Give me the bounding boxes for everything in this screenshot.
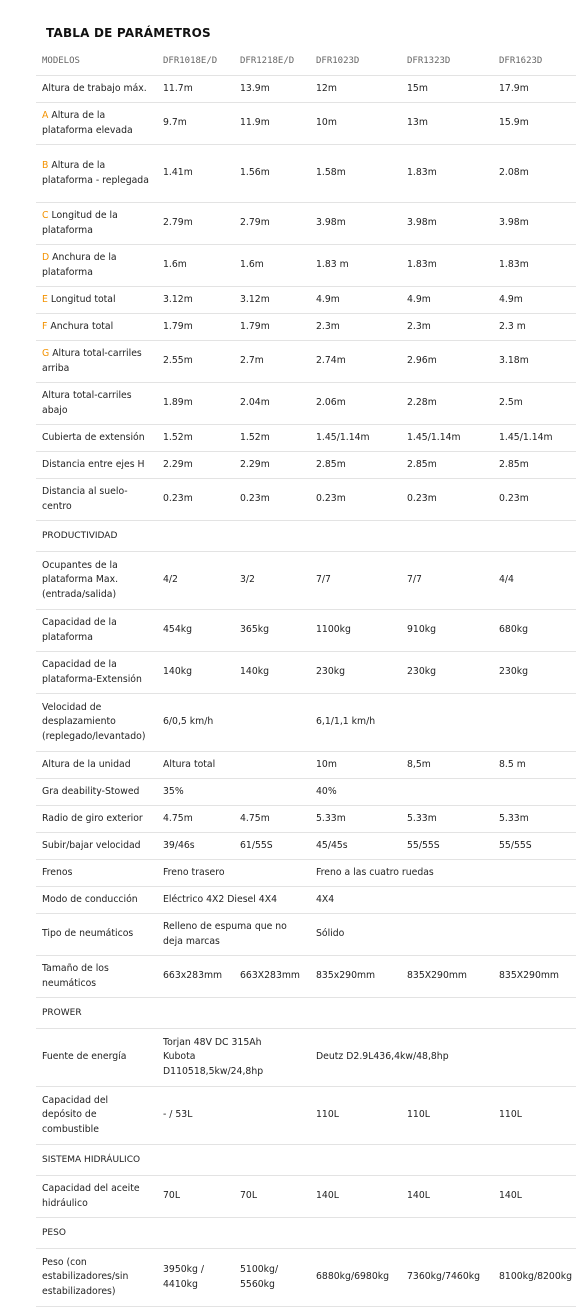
value-cell: 230kg (493, 652, 576, 694)
value-cell: 2.08m (493, 145, 576, 203)
label-text: Capacidad del depósito de combustible (42, 1094, 109, 1135)
table-row (36, 76, 576, 103)
table-row (36, 806, 576, 833)
row-label (36, 341, 157, 383)
value-cell: 2.5m (493, 383, 576, 425)
table-row (36, 694, 576, 752)
value-cell: 3.18m (493, 341, 576, 383)
label-text: Anchura total (50, 320, 114, 332)
value-cell: 7/7 (401, 552, 493, 610)
label-text: PROWER (42, 1007, 82, 1018)
table-row (36, 314, 576, 341)
table-row (36, 1029, 576, 1087)
value-cell: 110L (310, 1087, 401, 1145)
value-cell: 2.06m (310, 383, 401, 425)
value-cell: 110L (401, 1087, 493, 1145)
value-cell: 8.5 m (493, 752, 576, 779)
value-cell: 2.3m (310, 314, 401, 341)
label-text: Capacidad de la plataforma (42, 617, 117, 643)
value-cell: 454kg (157, 610, 234, 652)
dimension-letter: G (42, 348, 50, 359)
label-text: PRODUCTIVIDAD (42, 530, 118, 541)
value-cell: 6880kg/6980kg (310, 1249, 401, 1307)
value-cell: 0.23m (157, 479, 234, 521)
row-label (36, 479, 157, 521)
table-row (36, 956, 576, 998)
value-cell: 4.9m (310, 287, 401, 314)
model-header-cell: DFR1323D (401, 47, 493, 76)
model-header-cell: DFR1218E/D (234, 47, 310, 76)
value-cell: 9.7m (157, 103, 234, 145)
value-cell: 8100kg/8200kg (493, 1249, 576, 1307)
value-cell: 1.45/1.14m (310, 425, 401, 452)
label-text: Altura de la unidad (42, 758, 131, 770)
value-cell: 11.9m (234, 103, 310, 145)
label-text: Tamaño de los neumáticos (42, 963, 109, 989)
value-cell: 40% (310, 779, 576, 806)
value-cell: 835X290mm (401, 956, 493, 998)
value-cell: 70L (157, 1176, 234, 1218)
section-title (36, 1145, 576, 1176)
value-cell: 663X283mm (234, 956, 310, 998)
value-cell: 2.3 m (493, 314, 576, 341)
table-row (36, 245, 576, 287)
value-cell: 3.98m (401, 203, 493, 245)
table-row (36, 610, 576, 652)
value-cell: 1.6m (234, 245, 310, 287)
value-cell: 6/0,5 km/h (157, 694, 310, 752)
table-row (36, 479, 576, 521)
label-text: Gra deability-Stowed (42, 785, 140, 797)
value-cell: 835x290mm (310, 956, 401, 998)
value-cell: 1.52m (157, 425, 234, 452)
table-row (36, 860, 576, 887)
value-cell: 140L (493, 1176, 576, 1218)
value-cell: 6,1/1,1 km/h (310, 694, 576, 752)
table-row (36, 1249, 576, 1307)
value-cell: 230kg (310, 652, 401, 694)
value-cell: 0.23m (401, 479, 493, 521)
row-label (36, 887, 157, 914)
value-cell: 5.33m (493, 806, 576, 833)
value-cell: 1.83m (401, 145, 493, 203)
value-cell: 7/7 (310, 552, 401, 610)
label-text: Cubierta de extensión (42, 431, 145, 443)
table-row (36, 1087, 576, 1145)
table-row (36, 833, 576, 860)
value-cell: 15.9m (493, 103, 576, 145)
value-cell: 13.9m (234, 76, 310, 103)
value-cell: 1.58m (310, 145, 401, 203)
value-cell: 5100kg/ 5560kg (234, 1249, 310, 1307)
table-row (36, 779, 576, 806)
value-cell: 4X4 (310, 887, 576, 914)
value-cell: 2.79m (157, 203, 234, 245)
label-text: Velocidad de desplazamiento (replegado/levantado) (42, 701, 146, 742)
value-cell: 365kg (234, 610, 310, 652)
value-cell: 4.75m (234, 806, 310, 833)
label-text: Altura de trabajo máx. (42, 82, 147, 94)
value-cell: 1.45/1.14m (493, 425, 576, 452)
row-label (36, 203, 157, 245)
label-text: Distancia entre ejes H (42, 458, 145, 470)
value-cell: Torjan 48V DC 315Ah Kubota D110518,5kw/24,8hp (157, 1029, 310, 1087)
value-cell: 1.45/1.14m (401, 425, 493, 452)
value-cell: 4.75m (157, 806, 234, 833)
value-cell: 2.04m (234, 383, 310, 425)
row-label (36, 245, 157, 287)
value-cell: 1.79m (157, 314, 234, 341)
row-label (36, 752, 157, 779)
label-text: Subir/bajar velocidad (42, 839, 141, 851)
value-cell: 4/4 (493, 552, 576, 610)
value-cell: 3.12m (157, 287, 234, 314)
label-text: Distancia al suelo-centro (42, 486, 128, 512)
table-header-row (36, 47, 576, 76)
table-row (36, 452, 576, 479)
row-label (36, 860, 157, 887)
value-cell: 0.23m (234, 479, 310, 521)
row-label (36, 694, 157, 752)
parameters-table-body (36, 47, 576, 1307)
value-cell: 4/2 (157, 552, 234, 610)
label-text: Altura de la plataforma elevada (42, 110, 133, 136)
value-cell: 2.3m (401, 314, 493, 341)
value-cell: 2.29m (157, 452, 234, 479)
section-row (36, 1218, 576, 1249)
table-row (36, 1176, 576, 1218)
table-row (36, 341, 576, 383)
section-row (36, 521, 576, 552)
value-cell: 3.98m (493, 203, 576, 245)
value-cell: 2.7m (234, 341, 310, 383)
table-row (36, 552, 576, 610)
row-label (36, 552, 157, 610)
model-header-cell: DFR1018E/D (157, 47, 234, 76)
dimension-letter: D (42, 252, 50, 263)
value-cell: - / 53L (157, 1087, 310, 1145)
table-row (36, 887, 576, 914)
label-text: MODELOS (42, 55, 80, 66)
dimension-letter: E (42, 293, 48, 305)
row-label (36, 1087, 157, 1145)
model-header-cell: DFR1623D (493, 47, 576, 76)
dimension-letter: F (42, 320, 48, 332)
value-cell: 10m (310, 103, 401, 145)
value-cell: Sólido (310, 914, 576, 956)
value-cell: Eléctrico 4X2 Diesel 4X4 (157, 887, 310, 914)
label-text: Longitud total (50, 293, 116, 305)
value-cell: 0.23m (310, 479, 401, 521)
value-cell: 2.74m (310, 341, 401, 383)
value-cell: 13m (401, 103, 493, 145)
label-text: Altura total-carriles arriba (42, 348, 142, 374)
value-cell: 1.41m (157, 145, 234, 203)
label-text: Anchura de la plataforma (42, 252, 117, 278)
section-title (36, 998, 576, 1029)
value-cell: 1.52m (234, 425, 310, 452)
row-label (36, 652, 157, 694)
value-cell: 140kg (157, 652, 234, 694)
value-cell: 3950kg / 4410kg (157, 1249, 234, 1307)
label-text: Altura total-carriles abajo (42, 390, 132, 416)
page-title: TABLA DE PARÁMETROS (46, 26, 211, 40)
value-cell: 910kg (401, 610, 493, 652)
value-cell: 55/55S (493, 833, 576, 860)
value-cell: 2.96m (401, 341, 493, 383)
table-row (36, 652, 576, 694)
row-label (36, 779, 157, 806)
label-text: Frenos (42, 866, 73, 878)
value-cell: 4.9m (493, 287, 576, 314)
row-label (36, 383, 157, 425)
value-cell: Relleno de espuma que no deja marcas (157, 914, 310, 956)
value-cell: 2.28m (401, 383, 493, 425)
value-cell: 2.29m (234, 452, 310, 479)
row-label (36, 914, 157, 956)
row-label (36, 1029, 157, 1087)
row-label (36, 806, 157, 833)
value-cell: 15m (401, 76, 493, 103)
value-cell: 8,5m (401, 752, 493, 779)
row-label (36, 1249, 157, 1307)
label-text: PESO (42, 1227, 66, 1238)
row-label (36, 314, 157, 341)
dimension-letter: B (42, 160, 49, 171)
value-cell: 35% (157, 779, 310, 806)
table-row (36, 914, 576, 956)
dimension-letter: C (42, 210, 49, 221)
section-title (36, 521, 576, 552)
value-cell: 55/55S (401, 833, 493, 860)
value-cell: 1.56m (234, 145, 310, 203)
value-cell: 140L (310, 1176, 401, 1218)
model-header-cell: DFR1023D (310, 47, 401, 76)
label-text: Tipo de neumáticos (42, 928, 134, 940)
section-title (36, 1218, 576, 1249)
dimension-letter: A (42, 110, 49, 121)
value-cell: 1100kg (310, 610, 401, 652)
value-cell: 39/46s (157, 833, 234, 860)
table-row (36, 752, 576, 779)
value-cell: 1.83 m (310, 245, 401, 287)
table-row (36, 203, 576, 245)
label-text: SISTEMA HIDRÁULICO (42, 1154, 141, 1165)
value-cell: 12m (310, 76, 401, 103)
value-cell: 61/55S (234, 833, 310, 860)
value-cell: 10m (310, 752, 401, 779)
value-cell: 45/45s (310, 833, 401, 860)
value-cell: 663x283mm (157, 956, 234, 998)
section-row (36, 998, 576, 1029)
value-cell: 2.85m (401, 452, 493, 479)
label-text: Altura de la plataforma - replegada (42, 160, 149, 186)
parameters-table-container[interactable] (36, 47, 576, 1307)
value-cell: Altura total (157, 752, 310, 779)
value-cell: 5.33m (310, 806, 401, 833)
value-cell: 1.83m (493, 245, 576, 287)
table-row (36, 145, 576, 203)
value-cell: 1.83m (401, 245, 493, 287)
row-label (36, 1176, 157, 1218)
label-text: Capacidad del aceite hidráulico (42, 1183, 140, 1209)
value-cell: 11.7m (157, 76, 234, 103)
value-cell: 680kg (493, 610, 576, 652)
value-cell: 2.55m (157, 341, 234, 383)
table-row (36, 425, 576, 452)
value-cell: 7360kg/7460kg (401, 1249, 493, 1307)
value-cell: 2.79m (234, 203, 310, 245)
value-cell: 110L (493, 1087, 576, 1145)
value-cell: 230kg (401, 652, 493, 694)
value-cell: 3.98m (310, 203, 401, 245)
value-cell: 3.12m (234, 287, 310, 314)
label-text: Fuente de energía (42, 1051, 127, 1063)
row-label (36, 833, 157, 860)
row-label (36, 425, 157, 452)
label-text: Capacidad de la plataforma-Extensión (42, 659, 142, 685)
row-label (36, 610, 157, 652)
row-label (36, 287, 157, 314)
value-cell: 3/2 (234, 552, 310, 610)
value-cell: 0.23m (493, 479, 576, 521)
parameters-table (36, 47, 576, 1307)
value-cell: 1.6m (157, 245, 234, 287)
table-row (36, 383, 576, 425)
value-cell: Freno trasero (157, 860, 310, 887)
label-text: Modo de conducción (42, 893, 138, 905)
row-label (36, 76, 157, 103)
row-label (36, 956, 157, 998)
value-cell: 17.9m (493, 76, 576, 103)
value-cell: 140kg (234, 652, 310, 694)
value-cell: 4.9m (401, 287, 493, 314)
row-label (36, 103, 157, 145)
row-label (36, 145, 157, 203)
value-cell: Freno a las cuatro ruedas (310, 860, 576, 887)
row-label (36, 452, 157, 479)
value-cell: 2.85m (310, 452, 401, 479)
label-text: Radio de giro exterior (42, 812, 143, 824)
value-cell: 140L (401, 1176, 493, 1218)
section-row (36, 1145, 576, 1176)
value-cell: 835X290mm (493, 956, 576, 998)
label-text: Peso (con estabilizadores/sin estabilizadores) (42, 1256, 129, 1297)
header-cell (36, 47, 157, 76)
value-cell: 2.85m (493, 452, 576, 479)
value-cell: Deutz D2.9L436,4kw/48,8hp (310, 1029, 576, 1087)
table-row (36, 287, 576, 314)
value-cell: 5.33m (401, 806, 493, 833)
value-cell: 70L (234, 1176, 310, 1218)
label-text: Ocupantes de la plataforma Max. (entrada/salida) (42, 559, 119, 600)
table-row (36, 103, 576, 145)
label-text: Longitud de la plataforma (42, 210, 118, 236)
value-cell: 1.79m (234, 314, 310, 341)
value-cell: 1.89m (157, 383, 234, 425)
